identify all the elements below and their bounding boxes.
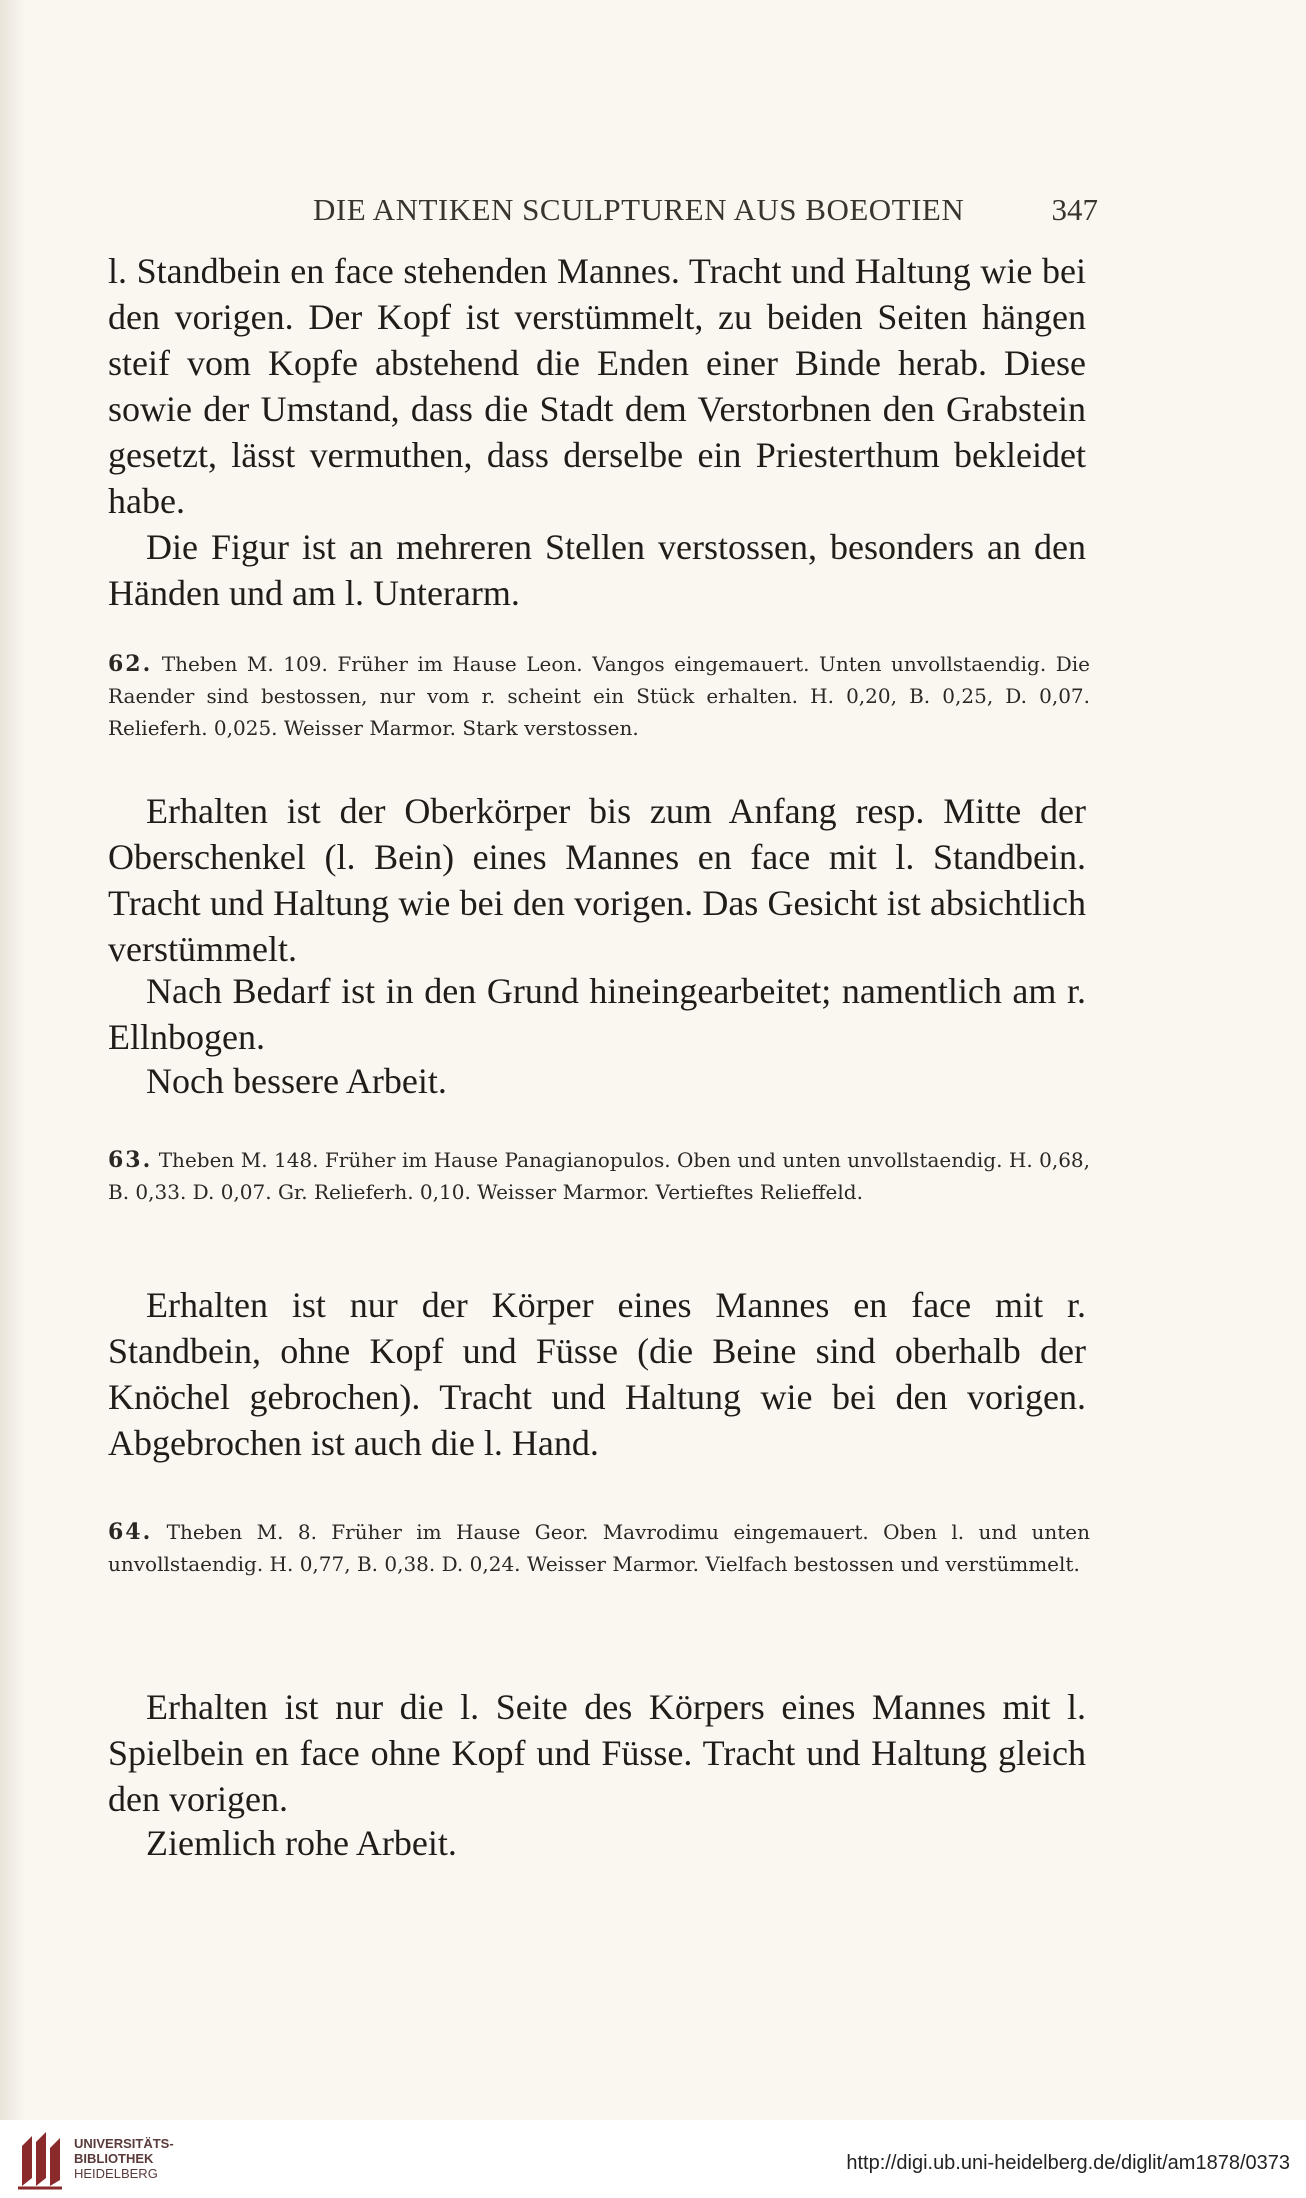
page-number: 347 bbox=[1051, 192, 1098, 227]
catalog-text: Theben M. 148. Früher im Hause Panagianopulos. Oben und unten unvollstaendig. H. 0,68, B. 0,33. D. 0,07. Gr. Relieferh. 0,10. Weisser Marmor. Vertieftes Relieffeld. bbox=[108, 1148, 1091, 1204]
footer-bar bbox=[0, 2120, 1306, 2198]
catalog-entry-62 bbox=[108, 648, 1090, 744]
paragraph-3: Erhalten ist der Oberkörper bis zum Anfang resp. Mitte der Oberschenkel (l. Bein) eines Mannes en face mit l. Standbein. Tracht und Haltung wie bei den vorigen. Das Gesicht ist absichtlich verstümmelt. bbox=[108, 791, 1086, 969]
catalog-entry-64 bbox=[108, 1516, 1090, 1580]
page-edge-shadow bbox=[0, 0, 26, 2198]
logo-line-3: HEIDELBERG bbox=[74, 2166, 158, 2181]
logo-line-2: BIBLIOTHEK bbox=[74, 2151, 154, 2166]
catalog-text: Theben M. 109. Früher im Hause Leon. Vangos eingemauert. Unten unvollstaendig. Die Raender sind bestossen, nur vom r. scheint ein Stück erhalten. H. 0,20, B. 0,25, D. 0,07. Relieferh. 0,025. Weisser Marmor. Stark verstossen. bbox=[108, 652, 1091, 740]
university-library-logo-icon bbox=[16, 2128, 64, 2190]
source-url-link[interactable]: http://digi.ub.uni-heidelberg.de/diglit/am1878/0373 bbox=[846, 2152, 1290, 2174]
logo-line-1: UNIVERSITÄTS- bbox=[74, 2136, 174, 2151]
catalog-text: Theben M. 8. Früher im Hause Geor. Mavrodimu eingemauert. Oben l. und unten unvollstaendig. H. 0,77, B. 0,38. D. 0,24. Weisser Marmor. Vielfach bestossen und verstümmelt. bbox=[108, 1520, 1091, 1576]
catalog-number: 62. bbox=[108, 651, 153, 677]
catalog-number: 64. bbox=[108, 1519, 153, 1545]
paragraph-5: Noch bessere Arbeit. bbox=[146, 1061, 447, 1101]
paragraph-1: l. Standbein en face stehenden Mannes. Tracht und Haltung wie bei den vorigen. Der Kopf ist verstümmelt, zu beiden Seiten hängen steif vom Kopfe abstehend die Enden einer Binde herab. Diese sowie der Umstand, dass die Stadt dem Verstorbnen den Grabstein gesetzt, lässt vermuthen, dass derselbe ein Priesterthum bekleidet habe. bbox=[108, 251, 1086, 521]
paragraph-2: Die Figur ist an mehreren Stellen verstossen, besonders an den Händen und am l. Unterarm. bbox=[108, 527, 1086, 613]
paragraph-4: Nach Bedarf ist in den Grund hineingearbeitet; namentlich am r. Ellnbogen. bbox=[108, 971, 1086, 1057]
running-head bbox=[108, 192, 1098, 236]
catalog-number: 63. bbox=[108, 1147, 153, 1173]
paragraph-8: Ziemlich rohe Arbeit. bbox=[146, 1823, 457, 1863]
paragraph-6: Erhalten ist nur der Körper eines Mannes en face mit r. Standbein, ohne Kopf und Füsse (die Beine sind oberhalb der Knöchel gebrochen). Tracht und Haltung wie bei den vorigen. Abgebrochen ist auch die l. Hand. bbox=[108, 1285, 1086, 1463]
paragraph-7: Erhalten ist nur die l. Seite des Körpers eines Mannes mit l. Spielbein en face ohne Kopf und Füsse. Tracht und Haltung gleich den vorigen. bbox=[108, 1687, 1086, 1819]
catalog-entry-63 bbox=[108, 1144, 1090, 1208]
running-title: DIE ANTIKEN SCULPTUREN AUS BOEOTIEN bbox=[313, 192, 965, 227]
logo-text bbox=[74, 2136, 174, 2181]
